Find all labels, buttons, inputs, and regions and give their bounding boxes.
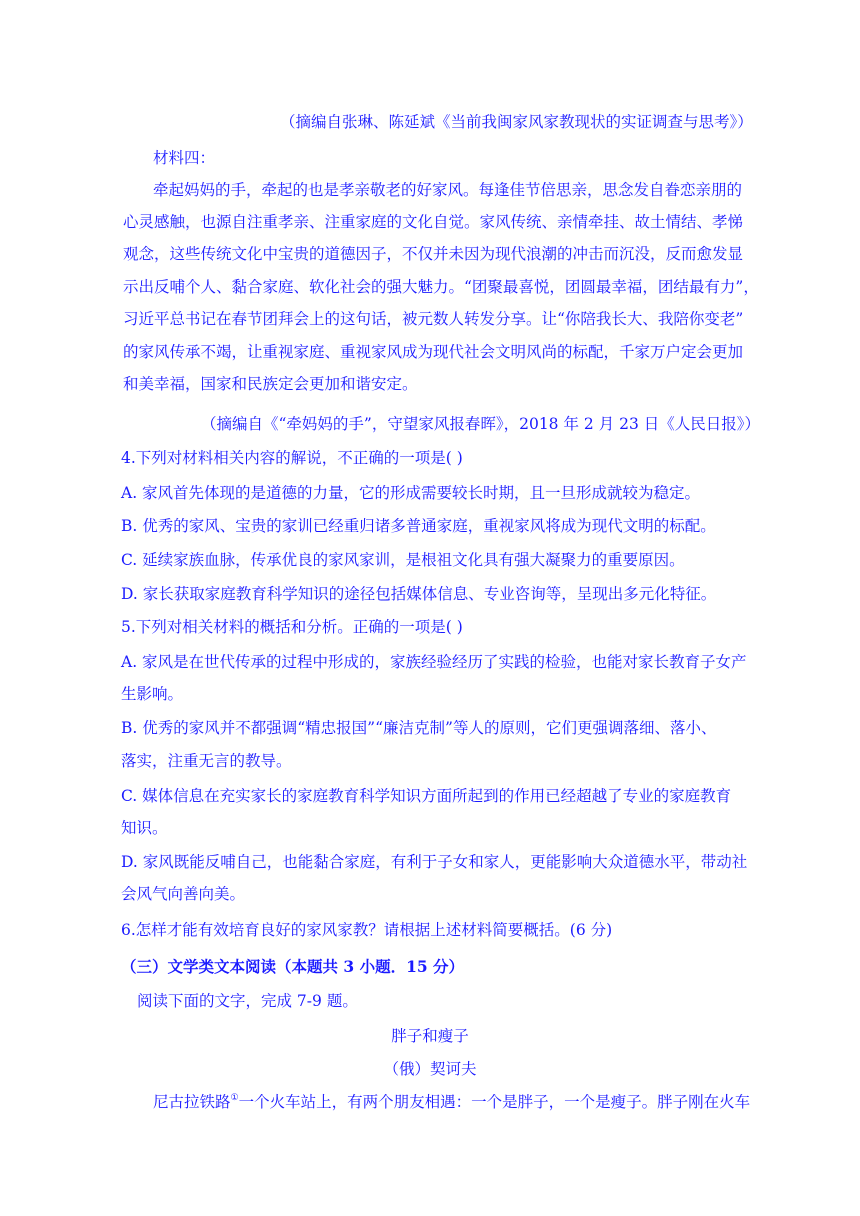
- story-title: 胖子和瘦子: [391, 1027, 469, 1045]
- question-6: 6.怎样才能有效培育良好的家风家教？请根据上述材料简要概括。(6 分): [121, 921, 613, 939]
- question-5-option-b: B. 优秀的家风并不都强调“精忠报国”“廉洁克制”等人的原则，它们更强调落细、落小、: [121, 719, 717, 737]
- material-four-heading: 材料四：: [153, 149, 216, 167]
- story-author: （俄）契诃夫: [383, 1060, 477, 1078]
- question-5-option-c-cont: 知识。: [121, 819, 168, 837]
- question-5-option-c: C. 媒体信息在充实家长的家庭教育科学知识方面所起到的作用已经超越了专业的家庭教育: [121, 787, 732, 805]
- paragraph-line: 和美幸福，国家和民族定会更加和谐安定。: [123, 375, 418, 393]
- paragraph-line: 示出反哺个人、黏合家庭、软化社会的强大魅力。“团聚最喜悦，团圆最幸福，团结最有力”，: [123, 278, 759, 296]
- reading-instruction: 阅读下面的文字，完成 7-9 题。: [137, 992, 358, 1010]
- question-4-option-c: C. 延续家族血脉，传承优良的家风家训，是根祖文化具有强大凝聚力的重要原因。: [121, 551, 685, 569]
- paragraph-line: 牵起妈妈的手，牵起的也是孝亲敬老的好家风。每逢佳节倍思亲，思念发自眷恋亲朋的: [153, 181, 743, 199]
- question-4-stem: 4.下列对材料相关内容的解说，不正确的一项是( ): [121, 449, 463, 467]
- question-5-option-b-cont: 落实，注重无言的教导。: [121, 752, 292, 770]
- story-text: 尼古拉铁路: [153, 1093, 231, 1111]
- section-heading: （三）文学类文本阅读（本题共 3 小题．15 分）: [121, 957, 465, 976]
- question-4-option-d: D. 家长获取家庭教育科学知识的途径包括媒体信息、专业咨询等，呈现出多元化特征。: [121, 585, 717, 603]
- question-5-option-d: D. 家风既能反哺自己，也能黏合家庭，有利于子女和家人，更能影响大众道德水平，带动社: [121, 853, 748, 871]
- paragraph-line: 习近平总书记在春节团拜会上的这句话，被元数人转发分享。让“你陪我长大、我陪你变老”: [123, 310, 744, 328]
- paragraph-line: 观念，这些传统文化中宝贵的道德因子，不仅并未因为现代浪潮的冲击而沉没，反而愈发显: [123, 245, 744, 263]
- question-4-option-b: B. 优秀的家风、宝贵的家训已经重归诸多普通家庭，重视家风将成为现代文明的标配。: [121, 517, 716, 535]
- source-citation-2: （摘编自《“牵妈妈的手”，守望家风报春晖》，2018 年 2 月 23 日《人民日报》）: [201, 415, 761, 433]
- question-5-stem: 5.下列对相关材料的概括和分析。正确的一项是( ): [121, 618, 463, 636]
- source-citation-1: （摘编自张琳、陈延斌《当前我闽家风家教现状的实证调查与思考》）: [280, 113, 753, 131]
- question-5-option-a: A. 家风是在世代传承的过程中形成的，家族经验经历了实践的检验，也能对家长教育子女产: [121, 653, 747, 671]
- question-4-option-a: A. 家风首先体现的是道德的力量，它的形成需要较长时期，且一旦形成就较为稳定。: [121, 484, 701, 502]
- question-5-option-d-cont: 会风气向善向美。: [121, 885, 246, 903]
- paragraph-line: 的家风传承不竭，让重视家庭、重视家风成为现代社会文明风尚的标配，千家万户定会更加: [123, 343, 744, 361]
- footnote-marker: ①: [230, 1093, 239, 1103]
- story-first-line: [153, 1092, 750, 1112]
- question-5-option-a-cont: 生影响。: [121, 685, 184, 703]
- paragraph-line: 心灵感触，也源自注重孝亲、注重家庭的文化自觉。家风传统、亲情牵挂、故土情结、孝悌: [123, 213, 744, 231]
- story-text: 一个火车站上，有两个朋友相遇：一个是胖子，一个是瘦子。胖子刚在火车: [238, 1093, 751, 1111]
